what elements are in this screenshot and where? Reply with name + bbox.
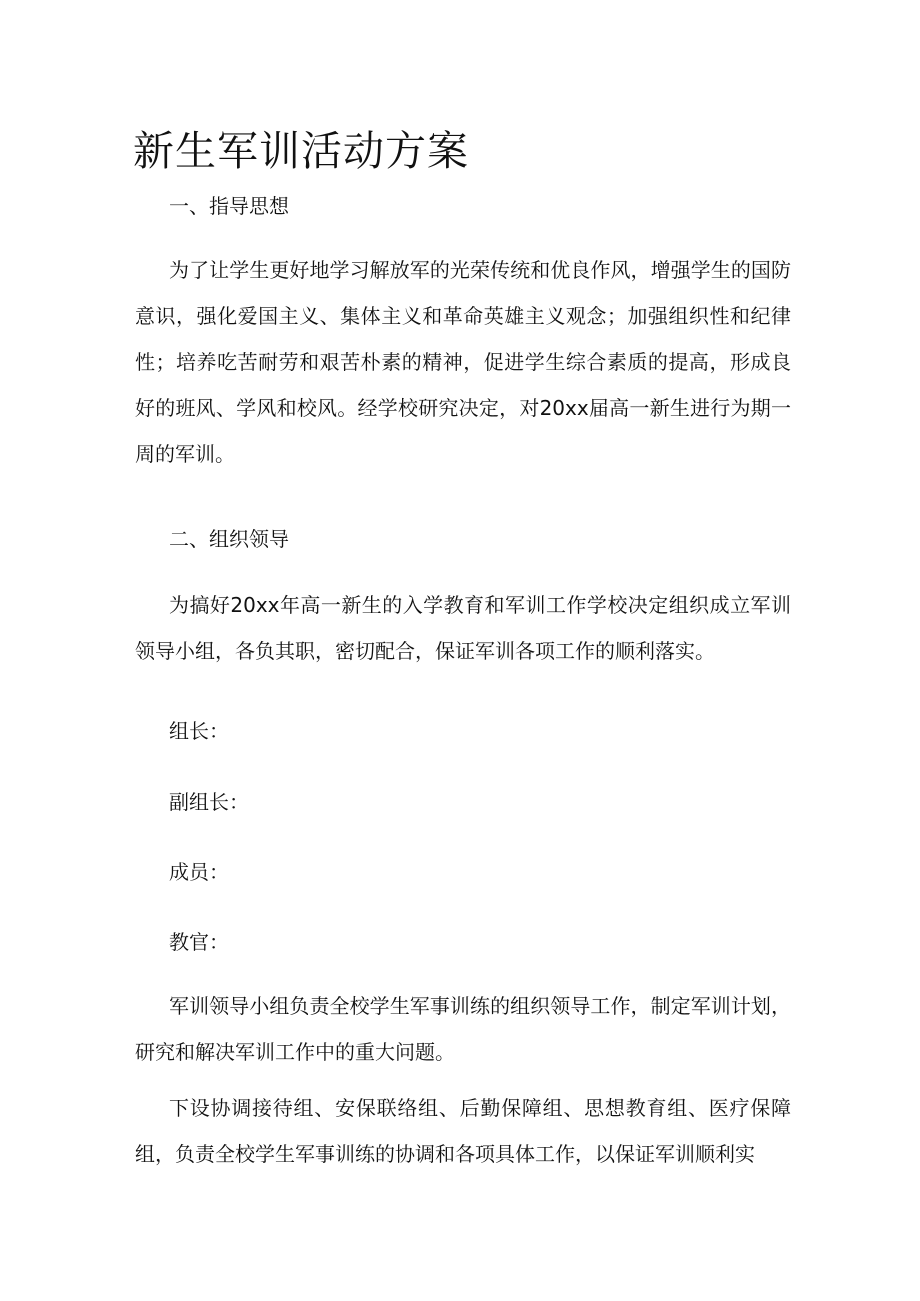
field-instructor-label: 教官： — [169, 930, 229, 954]
field-leader-label: 组长： — [169, 719, 229, 743]
paragraph-organization-intro: 为搞好20xx年高一新生的入学教育和军训工作学校决定组织成立军训领导小组，各负其职，密切配合，保证军训各项工作的顺利落实。 — [135, 593, 791, 663]
paragraph-subgroups: 下设协调接待组、安保联络组、后勤保障组、思想教育组、医疗保障组，负责全校学生军事训练的协调和各项具体工作，以保证军训顺利实 — [135, 1096, 791, 1166]
section-heading-guiding-ideology: 一、指导思想 — [169, 194, 289, 218]
field-deputy-leader-label: 副组长： — [169, 790, 249, 814]
paragraph-leadership-duties: 军训领导小组负责全校学生军事训练的组织领导工作，制定军训计划，研究和解决军训工作中的重大问题。 — [135, 994, 791, 1064]
paragraph-guiding-ideology: 为了让学生更好地学习解放军的光荣传统和优良作风，增强学生的国防意识，强化爱国主义、集体主义和革命英雄主义观念；加强组织性和纪律性；培养吃苦耐劳和艰苦朴素的精神，促进学生综合素质的提高，形成良好的班风、学风和校风。经学校研究决定，对20xx届高一新生进行为期一周的军训。 — [135, 258, 791, 466]
document-title: 新生军训活动方案 — [133, 127, 469, 175]
field-members-label: 成员： — [169, 860, 229, 884]
section-heading-organization: 二、组织领导 — [169, 527, 289, 551]
